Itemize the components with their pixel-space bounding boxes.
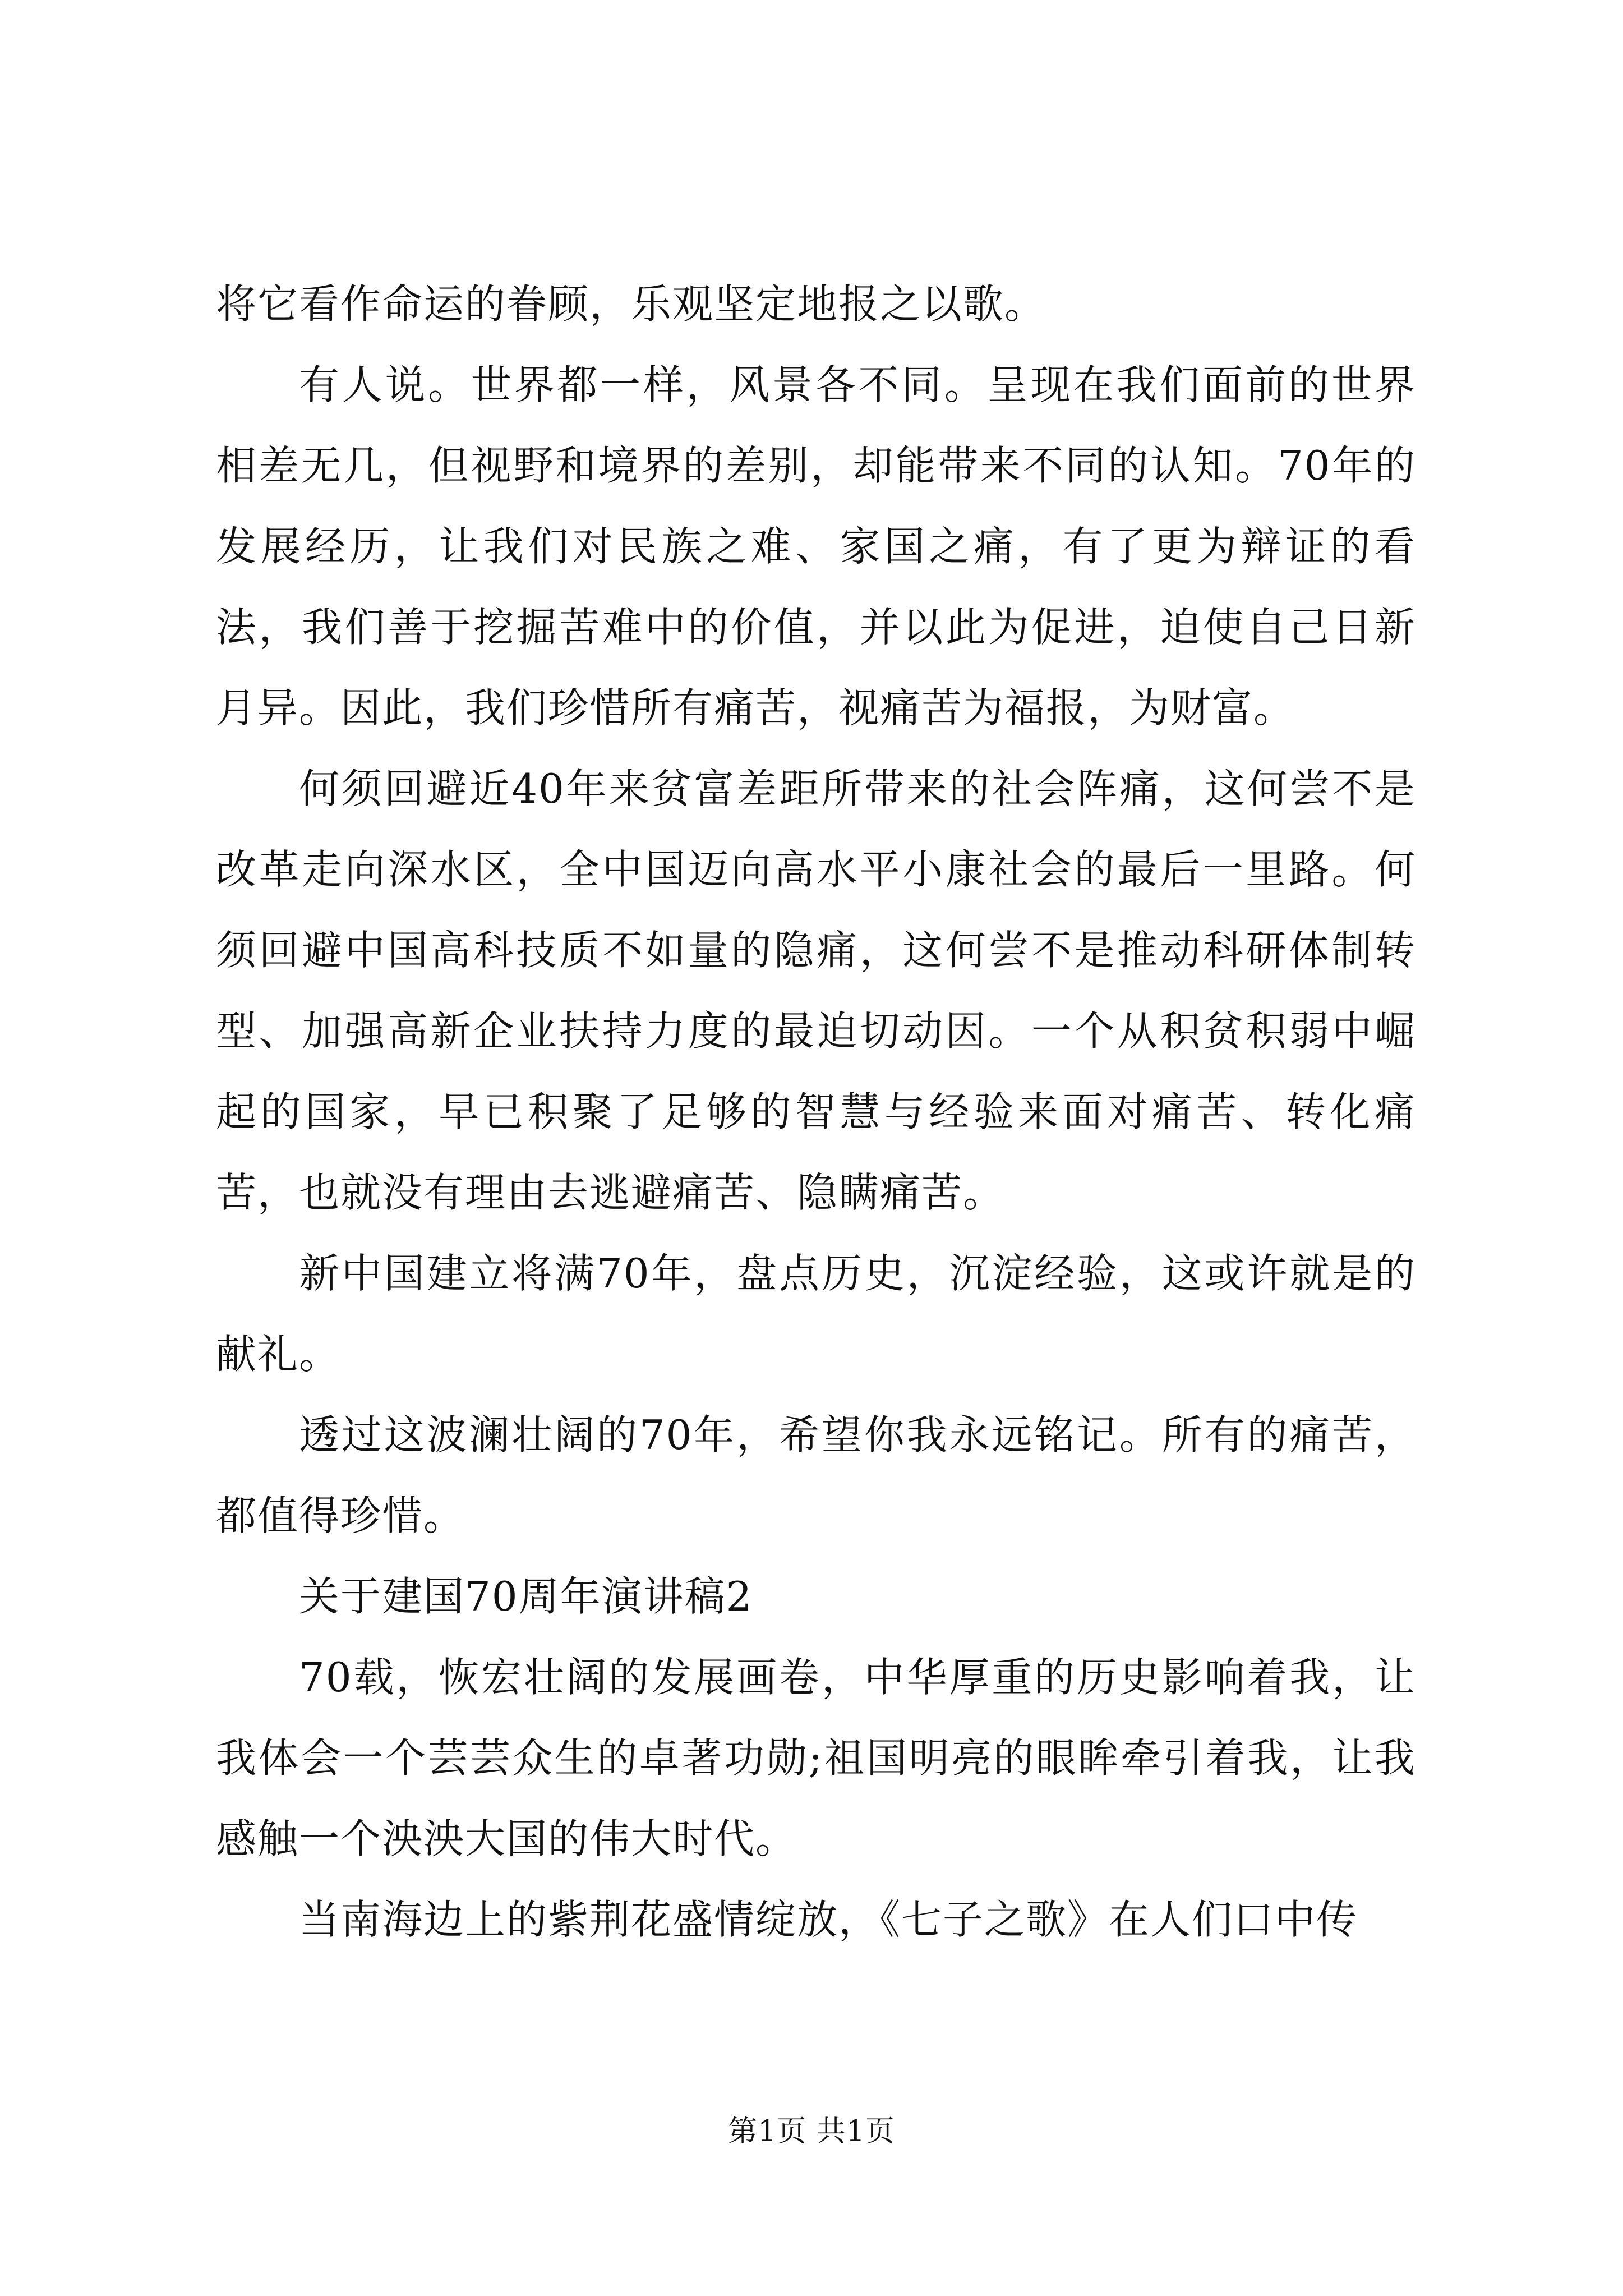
paragraph-anniversary: 新中国建立将满70年，盘点历史，沉淀经验，这或许就是的献礼。 [216,1250,1416,1378]
paragraph-perspective: 有人说。世界都一样，风景各不同。呈现在我们面前的世界相差无几，但视野和境界的差别，却能带来不同的认知。70年的发展经历，让我们对民族之难、家国之痛，有了更为辩证的看法，我们善于挖掘苦难中的价值，并以此为促进，迫使自己日新月异。因此，我们珍惜所有痛苦，视痛苦为福报，为财富。 [216,361,1416,731]
paragraph-seventy-years: 70载，恢宏壮阔的发展画卷，中华厚重的历史影响着我，让我体会一个芸芸众生的卓著功勋;祖国明亮的眼眸牵引着我，让我感触一个泱泱大国的伟大时代。 [216,1654,1416,1862]
paragraph-continuation: 将它看作命运的眷顾，乐观坚定地报之以歌。 [216,280,1046,328]
document-body [216,264,1416,1960]
paragraph-remember: 透过这波澜壮阔的70年，希望你我永远铭记。所有的痛苦，都值得珍惜。 [216,1411,1416,1539]
page-footer: 第1页 共1页 [728,2115,895,2148]
paragraph-pain: 何须回避近40年来贫富差距所带来的社会阵痛，这何尝不是改革走向深水区，全中国迈向高水平小康社会的最后一里路。何须回避中国高科技质不如量的隐痛，这何尝不是推动科研体制转型、加强高新企业扶持力度的最迫切动因。一个从积贫积弱中崛起的国家，早已积聚了足够的智慧与经验来面对痛苦、转化痛苦，也就没有理由去逃避痛苦、隐瞒痛苦。 [216,765,1416,1216]
paragraph-bauhinia: 当南海边上的紫荆花盛情绽放，《七子之歌》在人们口中传 [299,1896,1358,1943]
section-heading: 关于建国70周年演讲稿2 [299,1573,753,1620]
